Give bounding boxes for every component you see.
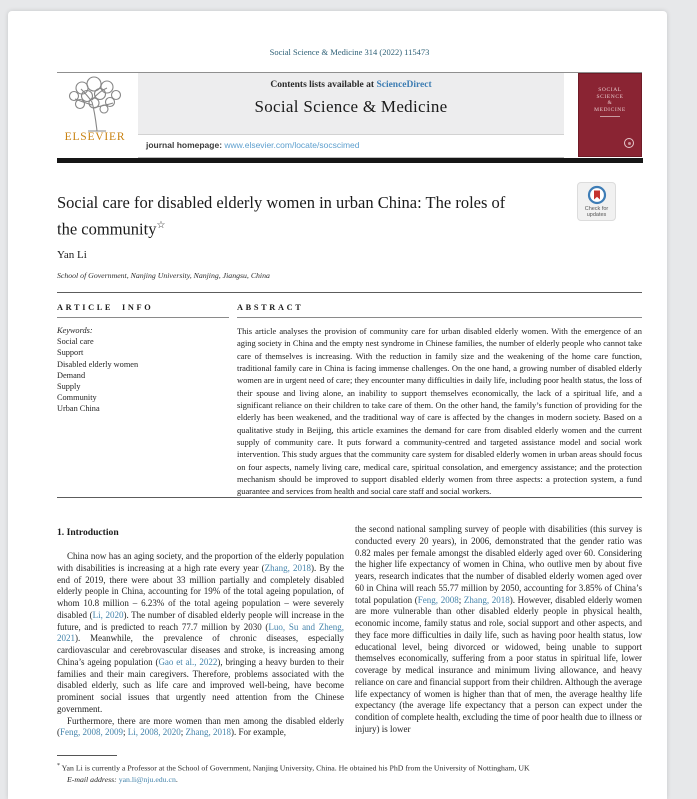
heading-rule xyxy=(237,317,642,318)
citation-link[interactable]: Zhang, 2018 xyxy=(264,562,312,573)
article-info-heading: ARTICLE INFO xyxy=(57,303,154,312)
masthead-divider-bar xyxy=(57,158,643,163)
citation-link[interactable]: Li, 2008, 2020 xyxy=(127,727,181,738)
citation-link[interactable]: Feng, 2008, 2009 xyxy=(60,727,123,738)
footnote-marker: * xyxy=(57,763,60,769)
cover-line: SCIENCE xyxy=(596,93,624,100)
footnote-text: Yan Li is currently a Professor at the School of Government, Nanjing University, China. He obtained his PhD from the University of Nottingham, UK xyxy=(60,763,530,773)
keyword: Demand xyxy=(57,370,86,380)
article-title-line1: Social care for disabled elderly women in urban China: The roles of xyxy=(57,193,506,212)
badge-label-line1: Check for xyxy=(584,206,609,212)
homepage-strip xyxy=(138,134,564,157)
contents-list-text: Contents lists available at xyxy=(270,80,377,90)
citation-link[interactable]: Luo, Su and Zheng, 2021 xyxy=(57,621,344,644)
article-info-column xyxy=(57,303,229,498)
citation-link[interactable]: Feng, 2008 xyxy=(417,594,459,605)
footnote-text-line xyxy=(57,761,642,774)
email-label: E-mail address: xyxy=(67,775,119,785)
elsevier-wordmark: ELSEVIER xyxy=(64,131,126,143)
abstract-heading: ABSTRACT xyxy=(237,303,304,312)
section-heading-introduction: 1. Introduction xyxy=(57,527,119,538)
cover-line: SOCIAL xyxy=(598,87,622,93)
homepage-link[interactable]: www.elsevier.com/locate/socscimed xyxy=(224,140,360,150)
body-left-column xyxy=(57,524,344,752)
cover-rule xyxy=(600,116,620,117)
email-link[interactable]: yan.li@nju.edu.cn xyxy=(118,775,176,785)
citation-link[interactable]: Zhang, 2018 xyxy=(463,594,510,605)
journal-cover-thumbnail xyxy=(578,73,642,157)
author-name[interactable]: Yan Li xyxy=(57,249,87,261)
check-for-updates-badge[interactable] xyxy=(577,182,616,221)
body-paragraph: the second national sampling survey of people with disabilities (this survey is conducted every 20 years), in 2006, demonstrated that the gender ratio was 0.82 males per female amongst the disabled elderly aged over 60. Considering the higher life expectancy of women in China, who outlive men by about five years, research indicates that the number of disabled elderly women aged over 60 in China will reach 55.77 million by 2050, accounting for 3.85% of China’s total population (Feng, 2008; Zhang, 2018). However, disabled elderly women are more vulnerable than other disabled elderly people in physical health, economic income, family status and role, social support and other aspects, and they face more difficulties in daily life, such as having poor health status, low educational level, being divorced or widowed, being unable to support themselves economically, suffering from a poor status in spiritual life, lower coverage by medical insurance and minimum living allowance, and heavy reliance on care and financial support from their children. Although the average life expectancy of women is higher than that of men, the average healthy life expectancy (the average life expectancy that a person can expect under the condition of complete health, excluding the time of poor health due to illness or injury) is lower xyxy=(355,524,642,734)
footnote-rule xyxy=(57,755,117,756)
contents-list-line xyxy=(138,80,564,90)
article-title-line2: the community xyxy=(57,219,157,239)
citation-link[interactable]: Li, 2020 xyxy=(92,609,124,620)
check-for-updates-icon xyxy=(578,185,615,205)
footnote-email-line xyxy=(67,774,642,786)
keyword: Disabled elderly women xyxy=(57,359,139,369)
elsevier-logo[interactable] xyxy=(57,75,133,157)
header-rule xyxy=(57,292,642,293)
cover-line: MEDICINE xyxy=(594,106,626,113)
cover-line: & xyxy=(607,100,613,106)
info-abstract-section xyxy=(57,303,642,498)
homepage-label: journal homepage: xyxy=(146,140,225,150)
article-title xyxy=(57,191,557,241)
sciencedirect-link[interactable]: ScienceDirect xyxy=(376,80,432,90)
citation-link[interactable]: Gao et al., 2022 xyxy=(158,656,218,667)
body-right-column xyxy=(355,524,642,752)
abstract-bottom-rule xyxy=(57,497,642,498)
keyword: Urban China xyxy=(57,404,100,414)
keyword: Support xyxy=(57,348,84,358)
email-suffix: . xyxy=(175,775,178,785)
body-paragraph: Furthermore, there are more women than men among the disabled elderly (Feng, 2008, 2009; Li, 2008, 2020; Zhang, 2018). For example, xyxy=(57,715,344,738)
abstract-text: This article analyses the provision of community care for urban disabled elderly women. With the emergence of an aging society in China and the empty nest syndrome in Chinese families, the number of elderly people who cannot take care of themselves is increasing. With the reduction in family size and the weakening of the home care function, traditional family care in China is facing immense challenges. On the one hand, a growing number of disabled elderly women are in urgent need of care; they encounter many difficulties in daily life, including poor health status, the loss of their spouse and living alone, an inability to support themselves economically, the lack of a spiritual life, and a significant reliance on their children to take care of them. On the other hand, the family’s function of providing for the elderly has been weakened, and the traditional way of care is affected by the changes in modern society. Based on a qualitative study in Beijing, this article examines the demand for care from disabled elderly women and the current supply of community care. It puts forward a community-centred and targeted assistance model and social work intervention. This study argues that the community care system for disabled elderly women in urban areas should focus on four aspects, namely living care, medical care, spiritual consolation, and emergency assistance; and the protection mechanism should be improved to support disabled elderly women from three aspects: a protection system, a fund guarantee and services from health and social care staff and social workers. xyxy=(237,326,642,497)
heading-rule xyxy=(57,317,229,318)
masthead-box xyxy=(138,73,564,158)
elsevier-tree-icon xyxy=(57,75,133,133)
journal-page xyxy=(8,11,667,799)
title-footnote-star: ☆ xyxy=(156,220,166,231)
keyword: Community xyxy=(57,393,97,403)
citation-link[interactable]: Zhang, 2018 xyxy=(185,727,232,738)
keywords-label: Keywords: xyxy=(57,326,93,335)
abstract-column xyxy=(237,303,642,498)
body-paragraph: China now has an aging society, and the proportion of the elderly population with disabilities is increasing at a high rate every year (Zhang, 2018). By the end of 2019, there were about 33 million partially and completely disabled elderly people in China, accounting for 19% of the total ageing population, of whom 10.8 million – 6.23% of the total ageing population – were severely disabled (Li, 2020). The number of disabled elderly people will increase in the future, and is predicted to reach 77.7 million by 2030 (Luo, Su and Zheng, 2021). Meanwhile, the prevalence of chronic diseases, especially cardiovascular and cerebrovascular diseases and stroke, is increasing among China’s ageing population (Gao et al., 2022), bringing a heavy burden to their families and their main caregivers. Therefore, problems associated with the disabled elderly, such as life care and improved well-being, have become prominent social issues that urgently need attention from the Chinese government. xyxy=(57,551,345,714)
author-affiliation: School of Government, Nanjing University, Nanjing, Jiangsu, China xyxy=(57,271,270,280)
cover-logo-icon xyxy=(624,138,634,148)
keyword: Supply xyxy=(57,382,81,392)
badge-label-line2: updates xyxy=(586,212,607,218)
keyword: Social care xyxy=(57,337,94,347)
article-body xyxy=(57,524,642,752)
running-head: Social Science & Medicine 314 (2022) 115473 xyxy=(269,47,430,57)
footnote xyxy=(57,761,642,786)
journal-title: Social Science & Medicine xyxy=(254,97,448,116)
